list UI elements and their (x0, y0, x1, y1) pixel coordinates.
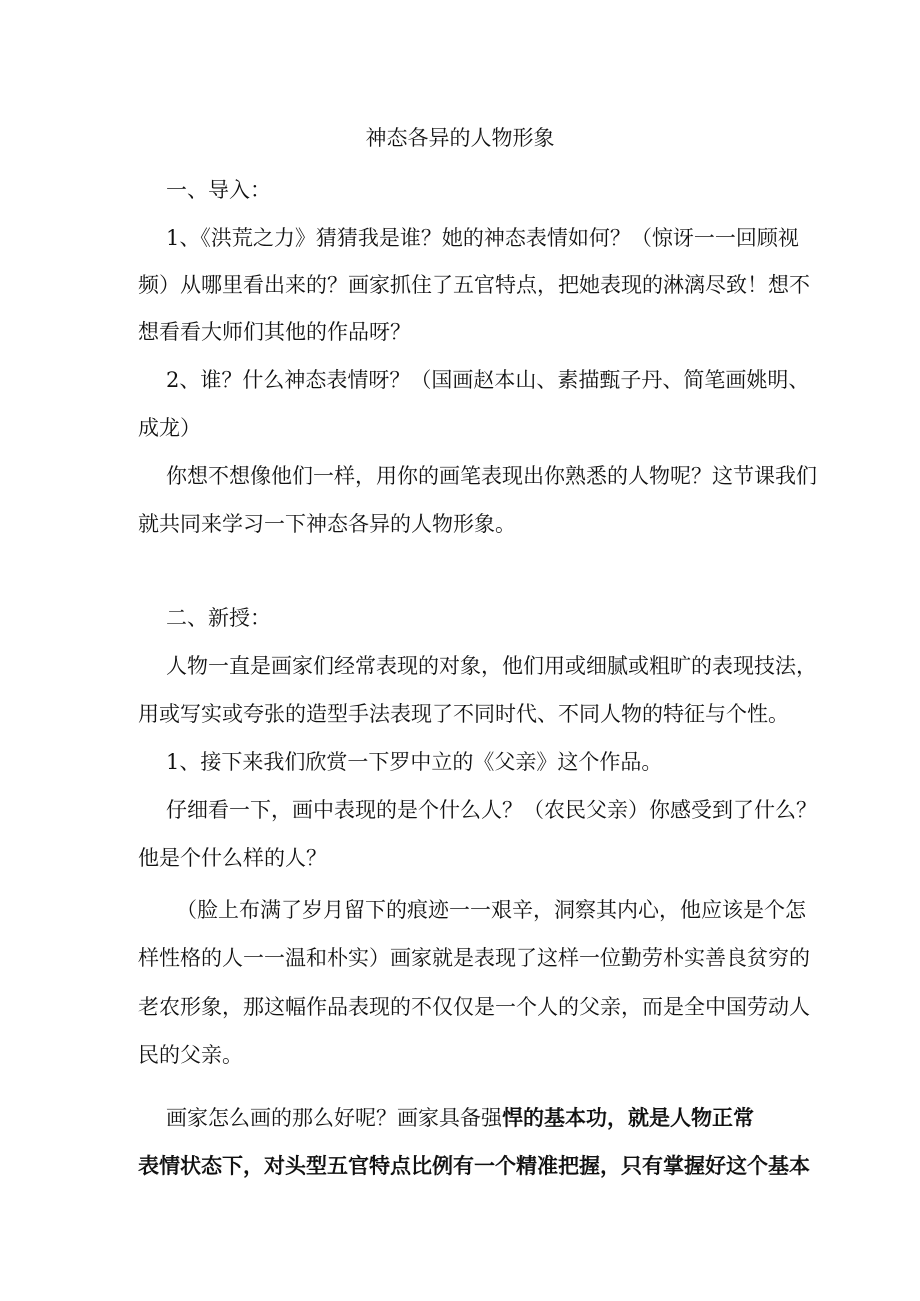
paragraph-line: 就共同来学习一下神态各异的人物形象。 (138, 512, 516, 536)
paragraph-line: 1、《洪荒之力》猜猜我是谁？她的神态表情如何？（惊讶一一回顾视 (166, 226, 799, 250)
paragraph-line: 样性格的人一一温和朴实）画家就是表现了这样一位勤劳朴实善良贫穷的 (138, 946, 810, 970)
paragraph-line: 人物一直是画家们经常表现的对象，他们用或细腻或粗旷的表现技法， (166, 654, 817, 678)
page-title: 神态各异的人物形象 (365, 126, 555, 150)
paragraph-line-mixed (166, 1104, 754, 1132)
section-heading-intro: 一、导入： (166, 178, 271, 202)
paragraph-line: 他是个什么样的人？ (138, 846, 327, 870)
paragraph-line: 仔细看一下，画中表现的是个什么人？（农民父亲）你感受到了什么？ (166, 798, 817, 822)
paragraph-line: 频）从哪里看出来的？画家抓住了五官特点，把她表现的淋漓尽致！想不 (138, 273, 810, 297)
paragraph-line: 民的父亲。 (138, 1043, 243, 1067)
paragraph-line: 成龙） (138, 416, 201, 440)
bold-text: 悍的基本功，就是人物正常 (502, 1105, 754, 1130)
paragraph-line: 想看看大师们其他的作品呀？ (138, 320, 411, 344)
paragraph-line: 用或写实或夸张的造型手法表现了不同时代、不同人物的特征与个性。 (138, 702, 789, 726)
paragraph-line: 老农形象，那这幅作品表现的不仅仅是一个人的父亲，而是全中国劳动人 (138, 995, 810, 1019)
paragraph-line-bold: 表情状态下，对头型五官特点比例有一个精准把握，只有掌握好这个基本 (138, 1153, 810, 1178)
paragraph-line: 1、接下来我们欣赏一下罗中立的《父亲》这个作品。 (166, 750, 663, 774)
section-heading-new-lesson: 二、新授： (166, 606, 271, 630)
paragraph-line: 2、谁？什么神态表情呀？（国画赵本山、素描甄子丹、简笔画姚明、 (166, 368, 810, 392)
paragraph-line: （脸上布满了岁月留下的痕迹一一艰辛，洞察其内心，他应该是个怎 (176, 898, 806, 922)
paragraph-line: 你想不想像他们一样，用你的画笔表现出你熟悉的人物呢？这节课我们 (166, 464, 817, 488)
plain-text: 画家怎么画的那么好呢？画家具备强 (166, 1106, 502, 1130)
